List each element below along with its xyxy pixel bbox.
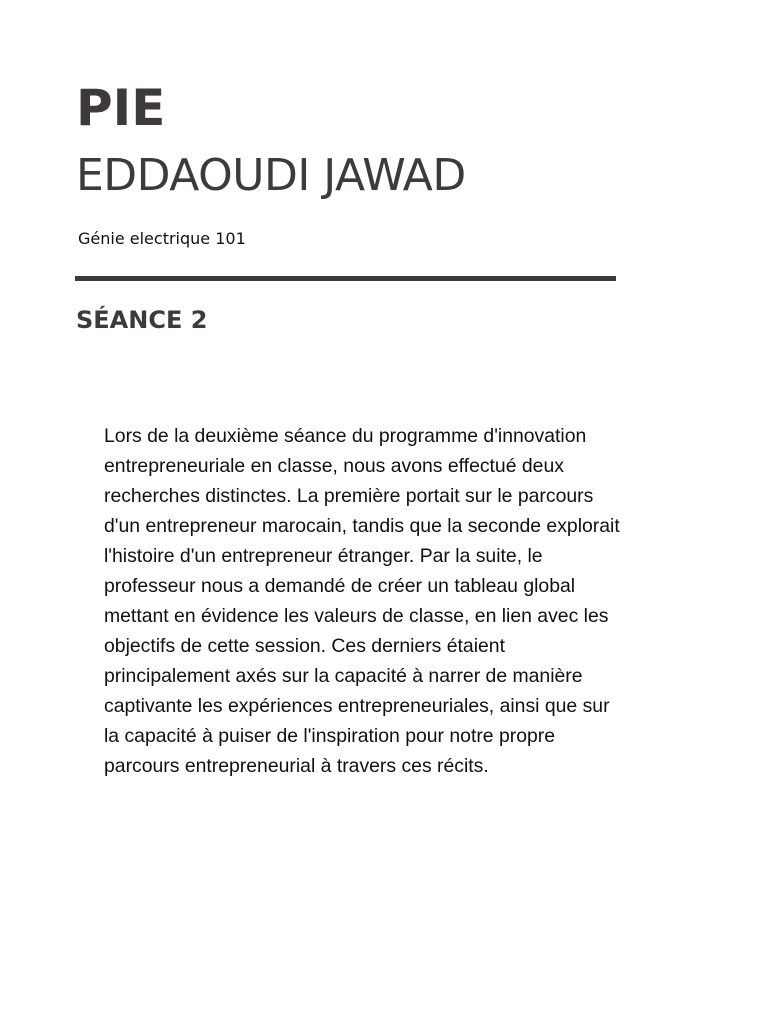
document-title: PIE [76,79,166,137]
body-line: Lors de la deuxième séance du programme d'innovation [104,425,587,447]
body-line: captivante les expériences entrepreneuriales, ainsi que sur [104,695,610,717]
body-line: d'un entrepreneur marocain, tandis que la seconde explorait [104,515,620,537]
body-line: parcours entrepreneurial à travers ces récits. [104,755,489,777]
title-divider [75,276,616,281]
body-line: mettant en évidence les valeurs de classe, en lien avec les [104,605,609,627]
body-line: recherches distinctes. La première portait sur le parcours [104,485,594,507]
author-name: EDDAOUDI JAWAD [76,150,466,201]
body-line: objectifs de cette session. Ces derniers étaient [104,635,505,657]
body-paragraph [104,421,684,781]
body-line: la capacité à puiser de l'inspiration pour notre propre [104,725,556,747]
course-name: Génie electrique 101 [78,229,246,248]
section-heading: SÉANCE 2 [76,306,208,334]
body-line: principalement axés sur la capacité à narrer de manière [104,665,583,687]
body-line: entrepreneuriale en classe, nous avons effectué deux [104,455,564,477]
body-line: l'histoire d'un entrepreneur étranger. Par la suite, le [104,545,543,567]
body-line: professeur nous a demandé de créer un tableau global [104,575,576,597]
